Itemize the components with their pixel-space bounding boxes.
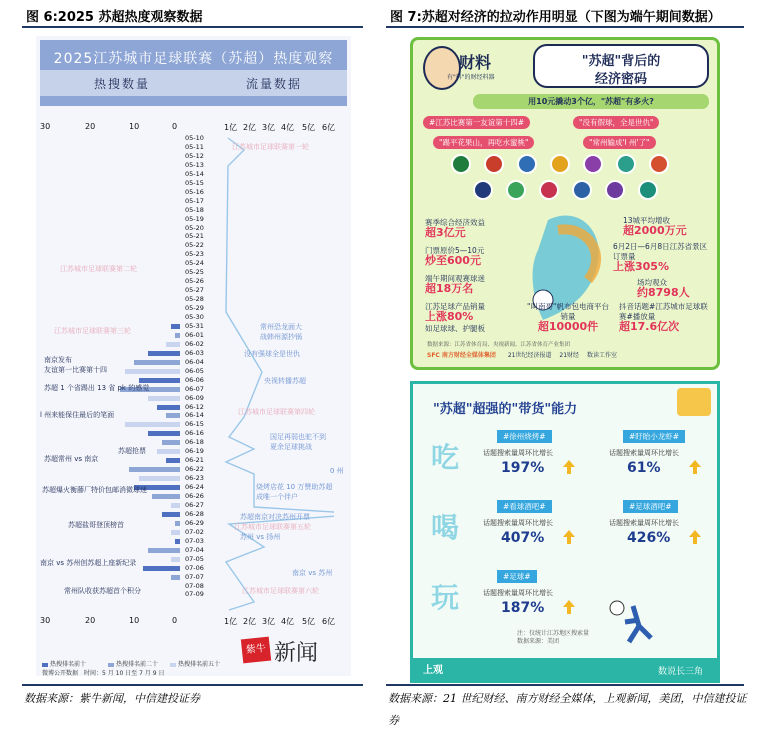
date-tick-label: 06-06 [185, 375, 204, 384]
brand-name: 财料 [459, 53, 492, 72]
right-annotation: 江苏城市足球联赛第五轮 [234, 523, 311, 531]
stat-item: 如足球球、护腿板 [425, 324, 485, 333]
legend-label: 热搜排名前五十 [178, 661, 221, 668]
legend-label: 热搜排名前十 [50, 661, 87, 668]
heat-bar [157, 405, 180, 410]
growth-caption: 话题搜索量周环比增长 [609, 449, 679, 457]
stat-value: 超3亿元 [425, 226, 466, 239]
brand-logo: 上观 [423, 665, 443, 676]
team-logo-icon [550, 154, 570, 174]
stat-value: 超10000件 [537, 320, 599, 333]
right-axis-tick: 4亿 [281, 123, 295, 132]
legend-swatch [42, 663, 48, 667]
stat-label: 门票原价5—10元 [425, 246, 485, 255]
legend-swatch [170, 663, 176, 667]
date-tick-label: 06-24 [185, 483, 204, 492]
heat-bar [125, 422, 180, 427]
heat-bar [152, 494, 180, 499]
team-logo-icon [506, 180, 526, 200]
date-tick-label: 06-12 [185, 402, 204, 411]
date-tick-label: 05-15 [185, 178, 204, 187]
date-tick-label: 06-28 [185, 509, 204, 518]
category-char: 玩 [431, 581, 460, 614]
date-tick-label: 06-22 [185, 465, 204, 474]
date-tick-label: 06-21 [185, 456, 204, 465]
left-annotation: 江苏城市足球联赛第二轮 [60, 265, 137, 273]
team-logo-icon [539, 180, 559, 200]
left-annotation: 苏超盐哥登顶榜首 [68, 521, 124, 529]
date-tick-label: 05-31 [185, 321, 204, 330]
right-annotation: 烧烤店花 10 万赞助苏超 [256, 483, 333, 491]
figure7-title: 图 7:苏超对经济的拉动作用明显（下图为端午期间数据） [390, 10, 721, 25]
heat-bar [162, 440, 180, 445]
football-player-icon [603, 598, 663, 658]
figure7-rule [386, 26, 744, 28]
economic-code-panel [410, 37, 720, 370]
right-annotation: 苏州 vs 扬州 [240, 533, 281, 541]
growth-percent: 407% [501, 530, 545, 546]
right-axis-tick-bottom: 1亿 [224, 617, 238, 626]
growth-percent: 187% [501, 600, 545, 616]
date-tick-label: 05-16 [185, 187, 204, 196]
date-tick-label: 06-05 [185, 366, 204, 375]
heat-bar [129, 467, 180, 472]
heat-bar [148, 431, 180, 436]
left-annotation: 常州队收获苏超首个积分 [64, 587, 141, 595]
header-bar [40, 70, 347, 96]
growth-percent: 61% [627, 460, 661, 476]
stat-value: 超18万名 [425, 282, 474, 295]
growth-percent: 426% [627, 530, 671, 546]
sponsor-row [427, 350, 617, 359]
left-annotation: l 州来能保住最后的笔面 [40, 411, 115, 419]
stat-value: 超17.6亿次 [619, 320, 680, 333]
right-annotation: 江苏城市足球联赛第六轮 [242, 587, 319, 595]
stat-item [525, 302, 611, 333]
stat-label: 抖音话题#江苏城市足球联赛#播放量 [619, 302, 708, 321]
heat-bar [171, 530, 180, 535]
date-tick-label: 06-07 [185, 384, 204, 393]
heat-bar [162, 512, 180, 517]
right-annotation: 南京 vs 苏州 [292, 569, 333, 577]
date-tick-label: 06-16 [185, 429, 204, 438]
right-annotation: 江苏城市足球联赛第四轮 [238, 408, 315, 416]
right-axis-tick: 2亿 [243, 123, 257, 132]
stat-label: 13城平均增收 [623, 216, 671, 225]
up-arrow-icon [689, 530, 701, 544]
team-logo-icon [638, 180, 658, 200]
sales-power-panel [410, 381, 720, 683]
top-footnote: 数据来源：江苏省体育局、央视新闻、江苏省体育产业集团 [427, 342, 571, 348]
hashtag-tag: #徐州烧烤# [497, 430, 552, 443]
left-annotation: 友谊第一比赛第十四 [44, 366, 107, 374]
right-axis-tick-bottom: 4亿 [281, 617, 295, 626]
date-tick-label: 05-19 [185, 214, 204, 223]
team-logo-icon [649, 154, 669, 174]
hashtag-pill: "踢平花果山，再吃水蜜桃" [433, 136, 534, 149]
right-annotation: 夏余足球挑战 [270, 443, 312, 451]
stat-item [619, 302, 715, 333]
right-annotation: 没有强球全是世仇 [244, 350, 300, 358]
team-logo-icon [484, 154, 504, 174]
legend-swatch [108, 663, 114, 667]
hashtag-tag: #盱眙小龙虾# [623, 430, 685, 443]
corner-label: 数说长三角 [657, 667, 703, 677]
right-axis-tick: 5亿 [302, 123, 316, 132]
stat-label: "叫南哥"帆布包电商平台销量 [527, 302, 609, 321]
stat-value: 炒至600元 [425, 254, 481, 267]
up-arrow-icon [563, 460, 575, 474]
stat-value: 上涨80% [425, 310, 474, 323]
date-tick-label: 07-09 [185, 590, 204, 599]
date-tick-label: 05-11 [185, 142, 204, 151]
left-annotation: 苏超常州 vs 南京 [44, 455, 99, 463]
right-annotation: 常州恐龙面大 [260, 323, 302, 331]
heat-bar [166, 413, 180, 418]
headline-bubble [533, 44, 709, 88]
date-tick-label: 06-03 [185, 348, 204, 357]
team-logo-icon [605, 180, 625, 200]
team-logo-icon [572, 180, 592, 200]
up-arrow-icon [563, 530, 575, 544]
left-axis-tick-bottom: 30 [40, 616, 51, 625]
right-axis-tick-bottom: 2亿 [243, 617, 257, 626]
panel-headline: "苏超"超强的"带货"能力 [433, 402, 578, 417]
stat-label: 赛季综合经济效益 [425, 218, 485, 227]
date-tick-label: 06-04 [185, 357, 204, 366]
stat-value: 上涨305% [613, 260, 669, 273]
heat-bar [171, 575, 180, 580]
growth-caption: 话题搜索量周环比增长 [609, 519, 679, 527]
heat-bar [166, 342, 180, 347]
stat-label: 场均观众 [637, 278, 667, 287]
date-tick-label: 07-07 [185, 572, 204, 581]
heat-bar [175, 333, 180, 338]
left-axis-tick: 0 [172, 122, 178, 131]
hashtag-pill: #江苏比赛第一友谊第十四# [423, 116, 530, 129]
sponsor: 数读工作室 [586, 352, 617, 359]
stat-label: 江苏足球产品销量 [425, 302, 485, 311]
heat-bar [175, 521, 180, 526]
left-annotation: 苏超 1 个省踢出 13 省 pk 的感觉 [44, 384, 150, 392]
heat-bar [166, 458, 180, 463]
date-tick-label: 07-05 [185, 554, 204, 563]
legend-item [42, 659, 86, 668]
sponsor: 21财经 [559, 352, 580, 359]
sponsor: 21世纪经济报道 [507, 352, 552, 359]
heat-bar [171, 324, 180, 329]
shopping-bag-icon [677, 388, 711, 416]
date-tick-label: 05-24 [185, 259, 204, 268]
right-annotation: 战韩州源抄锅 [260, 333, 302, 341]
right-annotation: 央视转播苏超 [264, 377, 306, 385]
headline-1: "苏超"背后的 [581, 54, 661, 69]
date-tick-label: 05-17 [185, 196, 204, 205]
left-axis-tick-bottom: 0 [172, 616, 178, 625]
heat-bar [171, 503, 180, 508]
stat-item [613, 242, 713, 273]
date-tick-label: 06-15 [185, 420, 204, 429]
date-tick-label: 05-30 [185, 313, 204, 321]
question-bar: 用10元撬动3个亿，"苏超"有多火? [473, 94, 709, 109]
figure6-bottom-rule [22, 684, 363, 686]
headline-2: 经济密码 [594, 72, 647, 87]
stat-label: 6月2日—6月8日江苏省景区订票量 [613, 242, 708, 261]
hashtag-tag: #看球酒吧# [497, 500, 552, 513]
stat-item [425, 218, 485, 239]
footnote: 微博公开数据 时间：5 月 10 日至 7 月 9 日 [42, 670, 165, 677]
heat-bar [148, 396, 180, 401]
growth-caption: 话题搜索量周环比增长 [483, 589, 553, 597]
hashtag-pill: "常州输成'l 州'了" [583, 136, 656, 149]
heat-bar [157, 449, 180, 454]
date-tick-label: 05-27 [185, 286, 204, 295]
growth-caption: 话题搜索量周环比增长 [483, 519, 553, 527]
team-logo-icon [583, 154, 603, 174]
right-axis-tick-bottom: 5亿 [302, 617, 316, 626]
date-tick-label: 05-23 [185, 250, 204, 259]
date-tick-label: 05-25 [185, 268, 204, 277]
date-tick-label: 06-14 [185, 411, 204, 420]
heat-bar [148, 548, 180, 553]
up-arrow-icon [689, 460, 701, 474]
heat-bar [148, 351, 180, 356]
date-tick-label: 06-02 [185, 339, 204, 348]
left-annotation: 苏超爆火衡藤厂特价包邮消微球迷 [42, 486, 147, 494]
heat-observation-panel [36, 36, 351, 676]
brand-sub: 有"料"的财经料器 [447, 74, 495, 81]
growth-caption: 话题搜索量周环比增长 [483, 449, 553, 457]
right-annotation: 0 州 [330, 467, 344, 475]
category-char: 吃 [431, 441, 460, 474]
date-tick-label: 06-23 [185, 474, 204, 483]
right-annotation: 国足再弱也驼不到 [270, 433, 326, 441]
left-annotation: 南京发布 [44, 356, 72, 364]
left-annotation: 江苏城市足球联赛第三轮 [54, 327, 131, 335]
left-axis-tick: 20 [85, 122, 96, 131]
date-tick-label: 07-06 [185, 563, 204, 572]
date-tick-label: 07-02 [185, 527, 204, 536]
date-tick-label: 05-21 [185, 232, 204, 241]
stat-item [425, 274, 485, 295]
right-axis-tick-bottom: 6亿 [322, 617, 336, 626]
date-tick-label: 05-13 [185, 160, 204, 169]
left-axis-tick-bottom: 20 [85, 616, 96, 625]
date-tick-label: 07-08 [185, 581, 204, 590]
date-tick-label: 05-20 [185, 223, 204, 232]
left-axis-tick: 10 [129, 122, 140, 131]
brand-badge: 紫牛 [241, 637, 271, 664]
hashtag-tag: #足球酒吧# [623, 500, 678, 513]
team-logo-icon [517, 154, 537, 174]
right-axis-tick: 3亿 [262, 123, 276, 132]
date-tick-label: 06-27 [185, 500, 204, 509]
date-tick-label: 06-19 [185, 447, 204, 456]
mascot-icon [423, 46, 461, 90]
right-annotation: 苏超南京对决苏州开票 [240, 513, 310, 521]
date-tick-label: 05-18 [185, 205, 204, 214]
left-header: 热搜数量 [94, 77, 151, 91]
brand-logo: 新闻 [274, 641, 319, 666]
figure7-source: 数据来源：21 世纪财经、南方财经全媒体，上观新闻，美团，中信建投证券 [388, 692, 747, 727]
date-tick-label: 06-26 [185, 492, 204, 500]
date-tick-label: 05-12 [185, 151, 204, 160]
heat-bar [139, 378, 180, 383]
date-tick-label: 06-09 [185, 393, 204, 402]
left-axis-tick: 30 [40, 122, 51, 131]
team-logo-icon [451, 154, 471, 174]
heat-bar [143, 566, 180, 571]
figure6-rule [22, 26, 363, 28]
heat-bar [139, 476, 180, 481]
stat-label: 端午期间观赛球迷 [425, 274, 485, 283]
legend-item [108, 659, 158, 668]
date-tick-label: 05-22 [185, 241, 204, 250]
figure6-source: 数据来源：紫牛新闻，中信建投证券 [24, 692, 200, 705]
heat-bar [125, 369, 180, 374]
date-tick-label: 05-29 [185, 304, 204, 313]
bottom-note: 注：仅统计江苏地区搜索量 数据来源：美团 [517, 630, 590, 645]
right-axis-tick: 6亿 [322, 123, 336, 132]
date-tick-label: 05-26 [185, 277, 204, 286]
left-annotation: 苏超抢票 [118, 447, 146, 455]
date-tick-label: 07-04 [185, 545, 204, 554]
date-tick-label: 05-28 [185, 295, 204, 304]
hashtag-tag: #足球# [497, 570, 537, 583]
right-annotation: 江苏城市足球联赛第一轮 [232, 143, 309, 151]
date-tick-label: 06-18 [185, 438, 204, 447]
date-tick-label: 07-03 [185, 536, 204, 545]
team-logo-icon [473, 180, 493, 200]
team-logo-icon [616, 154, 636, 174]
category-char: 喝 [431, 511, 460, 544]
stat-item [623, 216, 687, 237]
right-axis-tick: 1亿 [224, 123, 238, 132]
legend-label: 热搜排名前二十 [116, 661, 159, 668]
left-axis-tick-bottom: 10 [129, 616, 140, 625]
stat-item [425, 302, 485, 323]
heat-bar [175, 539, 180, 544]
up-arrow-icon [563, 600, 575, 614]
stat-value: 超2000万元 [623, 224, 687, 237]
panel-title: 2025江苏城市足球联赛（苏超）热度观察 [53, 51, 334, 67]
growth-percent: 197% [501, 460, 545, 476]
stat-item [637, 278, 690, 299]
right-annotation: 成唯一个伴户 [256, 493, 298, 501]
date-tick-label: 05-10 [185, 134, 204, 142]
figure7-bottom-rule [386, 684, 744, 686]
left-annotation: 南京 vs 苏州创苏超上座新纪录 [40, 559, 137, 567]
heat-bar [134, 360, 180, 365]
date-tick-label: 06-29 [185, 518, 204, 527]
date-tick-label: 05-14 [185, 169, 204, 178]
right-header: 流量数据 [246, 77, 303, 91]
hashtag-pill: "没有假球，全是世仇" [573, 116, 659, 129]
figure6-title: 图 6:2025 苏超热度观察数据 [26, 10, 203, 25]
right-axis-tick-bottom: 3亿 [262, 617, 276, 626]
heat-bar [171, 557, 180, 562]
sponsor: SFC 南方财经全媒体集团 [427, 352, 496, 359]
stat-value: 约8798人 [637, 286, 690, 299]
date-tick-label: 06-01 [185, 330, 204, 339]
stat-item [425, 246, 484, 267]
legend-item [170, 659, 220, 668]
